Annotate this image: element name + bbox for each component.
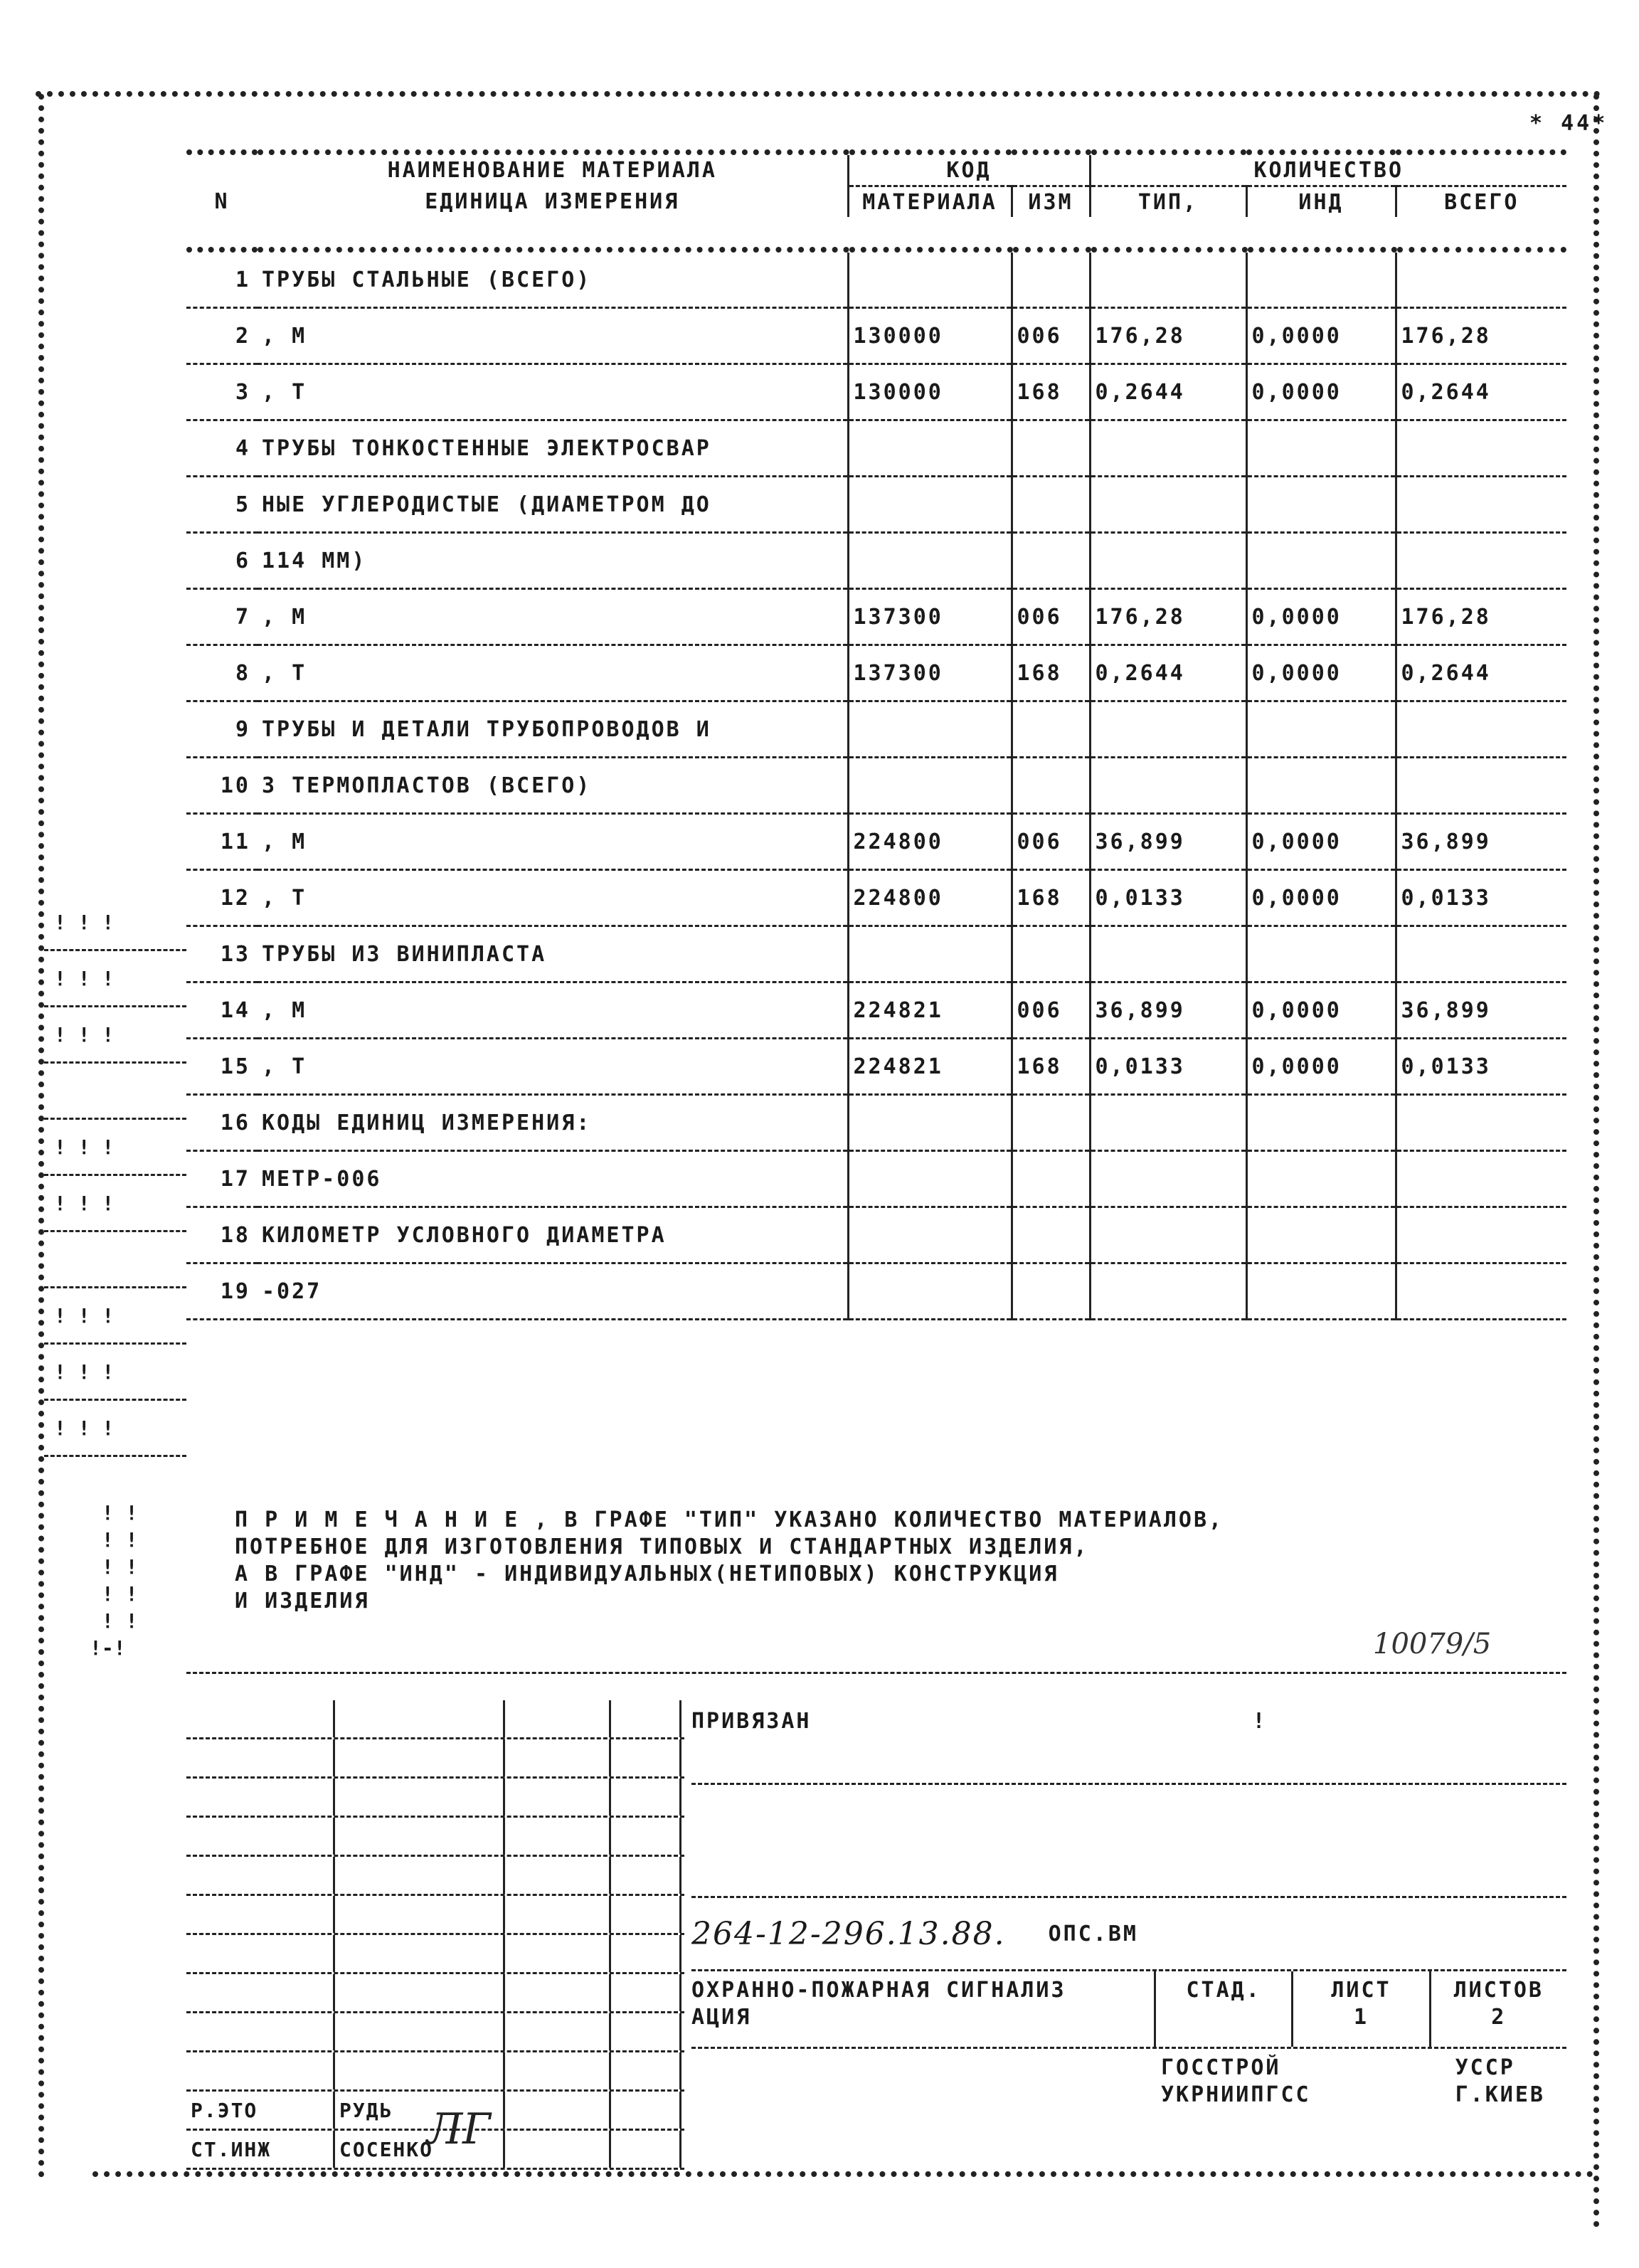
row-number: 3 — [186, 364, 258, 420]
page-number-value: 44 — [1561, 111, 1593, 136]
row-total-qty — [1396, 1095, 1566, 1151]
row-name: , М — [258, 982, 848, 1039]
role-1: Р.ЭТО — [186, 2092, 335, 2129]
col-name-header-line1: НАИМЕНОВАНИЕ МАТЕРИАЛА — [258, 152, 848, 186]
row-ind-qty: 0,0000 — [1246, 308, 1396, 364]
role-2: СТ.ИНЖ — [186, 2131, 335, 2168]
stage-cell — [1154, 1971, 1291, 2047]
row-material-code: 130000 — [848, 308, 1012, 364]
document-suffix: ОПС.ВМ — [1048, 1921, 1138, 1946]
table-row — [186, 1095, 1566, 1151]
row-material-code: 224821 — [848, 1039, 1012, 1095]
row-name: , Т — [258, 1039, 848, 1095]
row-type-qty — [1090, 926, 1246, 982]
row-ind-qty: 0,0000 — [1246, 645, 1396, 701]
attached-label: ПРИВЯЗАН — [691, 1709, 812, 1734]
row-number: 1 — [186, 250, 258, 308]
col-total-header: ВСЕГО — [1396, 186, 1566, 218]
table-row — [186, 1039, 1566, 1095]
sheet-value: 1 — [1353, 2005, 1369, 2030]
row-ind-qty — [1246, 1263, 1396, 1320]
row-type-qty — [1090, 701, 1246, 758]
row-unit-code — [1012, 1263, 1090, 1320]
org-line-2-left: УКРНИИПГСС — [1161, 2082, 1311, 2107]
row-name: , М — [258, 308, 848, 364]
page-number: * 44* — [1529, 111, 1608, 136]
row-number: 8 — [186, 645, 258, 701]
col-ind-header: ИНД — [1246, 186, 1396, 218]
row-number: 6 — [186, 533, 258, 589]
col-num-header — [186, 152, 258, 186]
org-line-2-right: Г.КИЕВ — [1455, 2082, 1545, 2107]
row-name: 114 ММ) — [258, 533, 848, 589]
row-total-qty: 0,0133 — [1396, 870, 1566, 926]
row-unit-code: 168 — [1012, 1039, 1090, 1095]
row-ind-qty — [1246, 701, 1396, 758]
row-type-qty: 176,28 — [1090, 589, 1246, 645]
row-type-qty — [1090, 758, 1246, 814]
row-material-code: 224821 — [848, 982, 1012, 1039]
row-material-code: 224800 — [848, 814, 1012, 870]
dotted-frame-bottom — [92, 2171, 1593, 2177]
row-total-qty: 0,2644 — [1396, 364, 1566, 420]
row-number: 14 — [186, 982, 258, 1039]
row-total-qty: 176,28 — [1396, 589, 1566, 645]
project-title-line-2: АЦИЯ — [691, 2005, 752, 2030]
row-material-code — [848, 1151, 1012, 1207]
table-row — [186, 1263, 1566, 1320]
row-ind-qty — [1246, 477, 1396, 533]
note-line-4: И ИЗДЕЛИЯ — [235, 1589, 370, 1613]
stage-label: СТАД. — [1186, 1978, 1261, 2003]
org-line-1-left: ГОССТРОЙ — [1161, 2055, 1281, 2080]
left-margin-ticks: ! ! ! ! ! ! ! ! ! ! ! ! ! ! ! ! ! ! ! ! ! ! ! ! — [44, 895, 186, 1485]
row-number: 15 — [186, 1039, 258, 1095]
row-number: 2 — [186, 308, 258, 364]
row-total-qty — [1396, 926, 1566, 982]
row-unit-code — [1012, 1151, 1090, 1207]
row-unit-code: 168 — [1012, 364, 1090, 420]
row-material-code — [848, 420, 1012, 477]
row-total-qty — [1396, 533, 1566, 589]
row-number: 5 — [186, 477, 258, 533]
row-material-code — [848, 1095, 1012, 1151]
row-total-qty — [1396, 1263, 1566, 1320]
row-material-code: 137300 — [848, 645, 1012, 701]
row-unit-code — [1012, 477, 1090, 533]
row-number: 10 — [186, 758, 258, 814]
row-total-qty: 0,0133 — [1396, 1039, 1566, 1095]
row-unit-code: 168 — [1012, 870, 1090, 926]
row-name: , Т — [258, 645, 848, 701]
note-line-1: П Р И М Е Ч А Н И Е , В ГРАФЕ "ТИП" УКАЗАНО КОЛИЧЕСТВО МАТЕРИАЛОВ, — [235, 1507, 1224, 1532]
row-material-code: 130000 — [848, 364, 1012, 420]
col-quantity-header: КОЛИЧЕСТВО — [1090, 152, 1566, 186]
materials-table — [186, 149, 1566, 1320]
row-total-qty: 176,28 — [1396, 308, 1566, 364]
table-row — [186, 364, 1566, 420]
row-type-qty — [1090, 477, 1246, 533]
row-name: , М — [258, 814, 848, 870]
row-total-qty: 0,2644 — [1396, 645, 1566, 701]
row-material-code — [848, 477, 1012, 533]
sheet-meta — [1154, 1971, 1566, 2047]
row-type-qty — [1090, 1263, 1246, 1320]
row-material-code — [848, 1263, 1012, 1320]
row-type-qty — [1090, 1151, 1246, 1207]
row-type-qty — [1090, 1207, 1246, 1263]
row-ind-qty: 0,0000 — [1246, 589, 1396, 645]
col-code-header: КОД — [848, 152, 1090, 186]
row-name: КОДЫ ЕДИНИЦ ИЗМЕРЕНИЯ: — [258, 1095, 848, 1151]
row-ind-qty: 0,0000 — [1246, 814, 1396, 870]
row-number: 13 — [186, 926, 258, 982]
row-unit-code: 006 — [1012, 982, 1090, 1039]
revision-grid — [186, 1700, 684, 2170]
row-type-qty — [1090, 533, 1246, 589]
row-name: МЕТР-006 — [258, 1151, 848, 1207]
row-ind-qty: 0,0000 — [1246, 1039, 1396, 1095]
note-line-3: А В ГРАФЕ "ИНД" - ИНДИВИДУАЛЬНЫХ(НЕТИПОВЫХ) КОНСТРУКЦИЯ — [235, 1562, 1059, 1586]
row-name: , М — [258, 589, 848, 645]
table-row — [186, 814, 1566, 870]
person-1: РУДЬ — [335, 2092, 505, 2129]
row-unit-code: 168 — [1012, 645, 1090, 701]
row-material-code — [848, 250, 1012, 308]
row-type-qty: 36,899 — [1090, 814, 1246, 870]
row-number: 18 — [186, 1207, 258, 1263]
row-type-qty: 0,0133 — [1090, 870, 1246, 926]
row-number: 11 — [186, 814, 258, 870]
row-type-qty: 0,2644 — [1090, 645, 1246, 701]
row-type-qty: 0,2644 — [1090, 364, 1246, 420]
table-row — [186, 926, 1566, 982]
row-ind-qty — [1246, 758, 1396, 814]
organization-block — [691, 2049, 1566, 2109]
row-name: , Т — [258, 870, 848, 926]
dotted-frame-top — [36, 91, 1601, 97]
document-code: 264-12-296.13.88. — [691, 1915, 1006, 1952]
row-name: , Т — [258, 364, 848, 420]
col-num-label: N — [214, 189, 230, 214]
row-material-code: 224800 — [848, 870, 1012, 926]
materials-table-block — [186, 149, 1566, 1320]
sheet-label: ЛИСТ — [1331, 1978, 1391, 2003]
stamp-blank-area — [691, 1785, 1566, 1898]
row-material-code — [848, 533, 1012, 589]
sheet-cell — [1291, 1971, 1428, 2047]
row-unit-code — [1012, 1095, 1090, 1151]
table-row — [186, 250, 1566, 308]
row-unit-code — [1012, 420, 1090, 477]
row-total-qty: 36,899 — [1396, 814, 1566, 870]
col-type-header: ТИП, — [1090, 186, 1246, 218]
row-total-qty — [1396, 250, 1566, 308]
row-ind-qty: 0,0000 — [1246, 870, 1396, 926]
row-name: ТРУБЫ СТАЛЬНЫЕ (ВСЕГО) — [258, 250, 848, 308]
table-row — [186, 1207, 1566, 1263]
row-material-code — [848, 926, 1012, 982]
row-number: 12 — [186, 870, 258, 926]
row-ind-qty — [1246, 1095, 1396, 1151]
org-line-1-right: УССР — [1455, 2055, 1515, 2080]
table-row — [186, 420, 1566, 477]
row-unit-code: 006 — [1012, 308, 1090, 364]
note-separator — [186, 1672, 1566, 1674]
row-total-qty — [1396, 1207, 1566, 1263]
project-title-line-1: ОХРАННО-ПОЖАРНАЯ СИГНАЛИЗ — [691, 1978, 1066, 2003]
row-total-qty — [1396, 477, 1566, 533]
table-row — [186, 645, 1566, 701]
row-number: 16 — [186, 1095, 258, 1151]
note-margin-ticks: ! ! ! ! ! ! ! ! ! ! !-! — [90, 1501, 138, 1660]
dotted-frame-right — [1593, 94, 1599, 2228]
row-ind-qty — [1246, 926, 1396, 982]
row-name: НЫЕ УГЛЕРОДИСТЫЕ (ДИАМЕТРОМ ДО — [258, 477, 848, 533]
row-ind-qty: 0,0000 — [1246, 982, 1396, 1039]
person-2: СОСЕНКО — [335, 2131, 505, 2168]
row-total-qty — [1396, 701, 1566, 758]
table-row — [186, 533, 1566, 589]
row-name: ТРУБЫ И ДЕТАЛИ ТРУБОПРОВОДОВ И — [258, 701, 848, 758]
row-type-qty: 0,0133 — [1090, 1039, 1246, 1095]
row-unit-code — [1012, 701, 1090, 758]
sheets-label: ЛИСТОВ — [1453, 1978, 1544, 2003]
row-unit-code — [1012, 533, 1090, 589]
sheets-cell — [1429, 1971, 1566, 2047]
row-material-code — [848, 701, 1012, 758]
table-row — [186, 870, 1566, 926]
dotted-frame-left — [38, 94, 44, 2178]
row-total-qty — [1396, 1151, 1566, 1207]
attached-row — [691, 1700, 1566, 1785]
row-ind-qty: 0,0000 — [1246, 364, 1396, 420]
row-type-qty — [1090, 420, 1246, 477]
row-number: 19 — [186, 1263, 258, 1320]
sheets-value: 2 — [1491, 2005, 1507, 2030]
col-name-header-line2: ЕДИНИЦА ИЗМЕРЕНИЯ — [425, 189, 680, 214]
table-row — [186, 589, 1566, 645]
table-row — [186, 477, 1566, 533]
project-title-row — [691, 1971, 1566, 2049]
row-material-code — [848, 758, 1012, 814]
row-unit-code — [1012, 926, 1090, 982]
row-material-code — [848, 1207, 1012, 1263]
row-unit-code — [1012, 1207, 1090, 1263]
stamp-right-part — [691, 1700, 1566, 2109]
table-row — [186, 701, 1566, 758]
document-code-row — [691, 1898, 1566, 1971]
col-unit-header: ИЗМ — [1012, 186, 1090, 218]
row-ind-qty — [1246, 420, 1396, 477]
note-line-2: ПОТРЕБНОЕ ДЛЯ ИЗГОТОВЛЕНИЯ ТИПОВЫХ И СТАНДАРТНЫХ ИЗДЕЛИЯ, — [235, 1535, 1089, 1559]
table-row — [186, 758, 1566, 814]
row-type-qty: 36,899 — [1090, 982, 1246, 1039]
handwritten-signature: ЛГ — [427, 2104, 491, 2154]
row-ind-qty — [1246, 1207, 1396, 1263]
project-title — [691, 1971, 1154, 2047]
row-name: -027 — [258, 1263, 848, 1320]
row-type-qty — [1090, 250, 1246, 308]
col-material-header: МАТЕРИАЛА — [848, 186, 1012, 218]
table-row — [186, 308, 1566, 364]
row-type-qty: 176,28 — [1090, 308, 1246, 364]
attached-separator: ! — [1252, 1709, 1268, 1734]
row-ind-qty — [1246, 1151, 1396, 1207]
note-block — [235, 1507, 1515, 1615]
row-total-qty — [1396, 420, 1566, 477]
row-name: ТРУБЫ ИЗ ВИНИПЛАСТА — [258, 926, 848, 982]
table-row — [186, 1151, 1566, 1207]
row-name: КИЛОМЕТР УСЛОВНОГО ДИАМЕТРА — [258, 1207, 848, 1263]
table-row — [186, 982, 1566, 1039]
row-number: 7 — [186, 589, 258, 645]
row-unit-code — [1012, 758, 1090, 814]
row-number: 17 — [186, 1151, 258, 1207]
table-body — [186, 250, 1566, 1320]
handwritten-number: 10079/5 — [1373, 1628, 1492, 1660]
row-number: 9 — [186, 701, 258, 758]
row-name: ТРУБЫ ТОНКОСТЕННЫЕ ЭЛЕКТРОСВАР — [258, 420, 848, 477]
row-type-qty — [1090, 1095, 1246, 1151]
row-number: 4 — [186, 420, 258, 477]
row-ind-qty — [1246, 533, 1396, 589]
row-total-qty: 36,899 — [1396, 982, 1566, 1039]
row-unit-code: 006 — [1012, 589, 1090, 645]
title-block-stamp — [186, 1700, 1566, 2163]
row-total-qty — [1396, 758, 1566, 814]
row-ind-qty — [1246, 250, 1396, 308]
row-name: З ТЕРМОПЛАСТОВ (ВСЕГО) — [258, 758, 848, 814]
row-material-code: 137300 — [848, 589, 1012, 645]
row-unit-code: 006 — [1012, 814, 1090, 870]
row-unit-code — [1012, 250, 1090, 308]
